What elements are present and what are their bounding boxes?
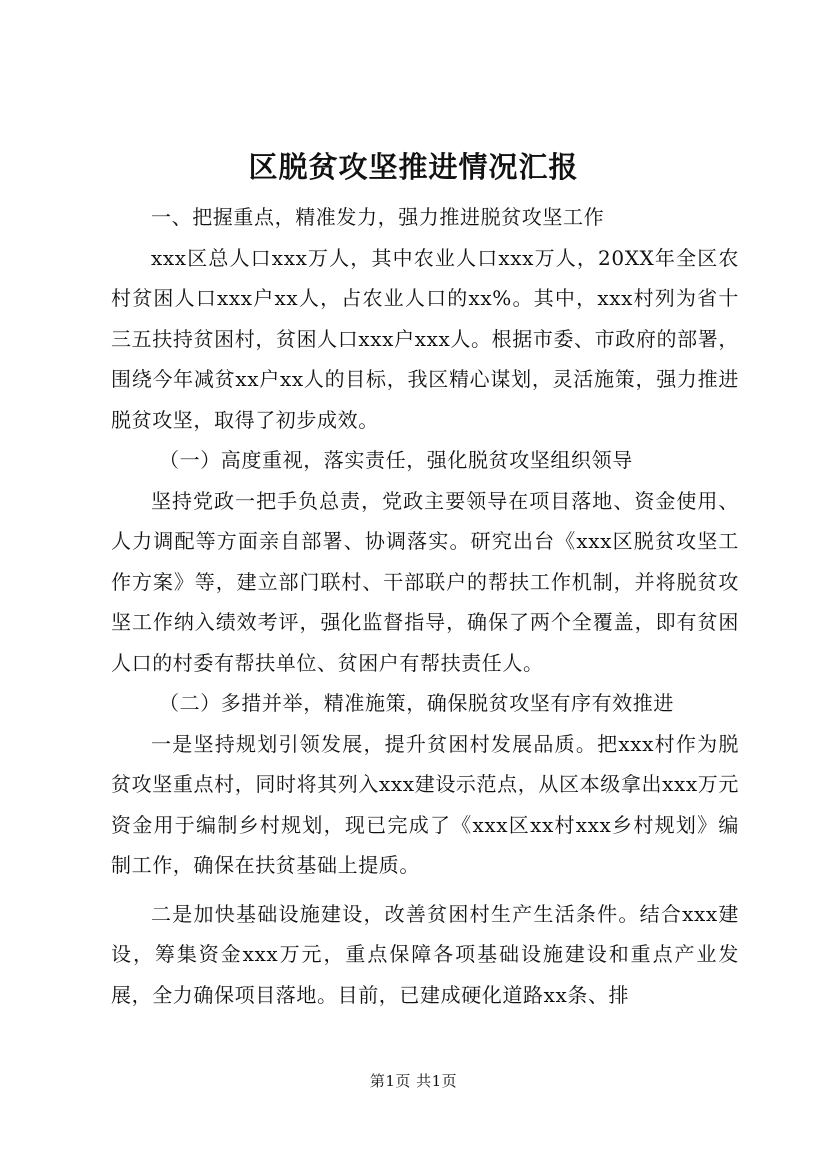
page-number: 第1页 共1页 bbox=[369, 1072, 458, 1090]
section-heading: 一、把握重点，精准发力，强力推进脱贫攻坚工作 bbox=[151, 205, 605, 229]
subsection-heading: （一）高度重视，落实责任，强化脱贫攻坚组织领导 bbox=[159, 448, 633, 472]
document-title: 区脱贫攻坚推进情况汇报 bbox=[248, 150, 579, 184]
paragraph: 坚持党政一把手负总责，党政主要领导在项目落地、资金使用、人力调配等方面亲自部署、协调落实。研究出台《xxx区脱贫攻坚工作方案》等，建立部门联村、干部联户的帮扶工作机制，并将脱贫攻坚工作纳入绩效考评，强化监督指导，确保了两个全覆盖，即有贫困人口的村委有帮扶单位、贫困户有帮扶责任人。 bbox=[111, 488, 739, 675]
subsection-heading: （二）多措并举，精准施策，确保脱贫攻坚有序有效推进 bbox=[159, 691, 674, 715]
document-body bbox=[111, 197, 739, 1015]
paragraph: 一是坚持规划引领发展，提升贫困村发展品质。把xxx村作为脱贫攻坚重点村，同时将其列入xxx建设示范点，从区本级拿出xxx万元资金用于编制乡村规划，现已完成了《xxx区xx村xxx乡村规划》编制工作，确保在扶贫基础上提质。 bbox=[111, 731, 739, 877]
paragraph: xxx区总人口xxx万人，其中农业人口xxx万人，20XX年全区农村贫困人口xxx户xx人，占农业人口的xx%。其中，xxx村列为省十三五扶持贫困村，贫困人口xxx户xxx人。根据市委、市政府的部署，围绕今年减贫xx户xx人的目标，我区精心谋划，灵活施策，强力推进脱贫攻坚，取得了初步成效。 bbox=[111, 245, 739, 432]
paragraph: 二是加快基础设施建设，改善贫困村生产生活条件。结合xxx建设，筹集资金xxx万元，重点保障各项基础设施建设和重点产业发展，全力确保项目落地。目前，已建成硬化道路xx条、排 bbox=[111, 901, 739, 1007]
